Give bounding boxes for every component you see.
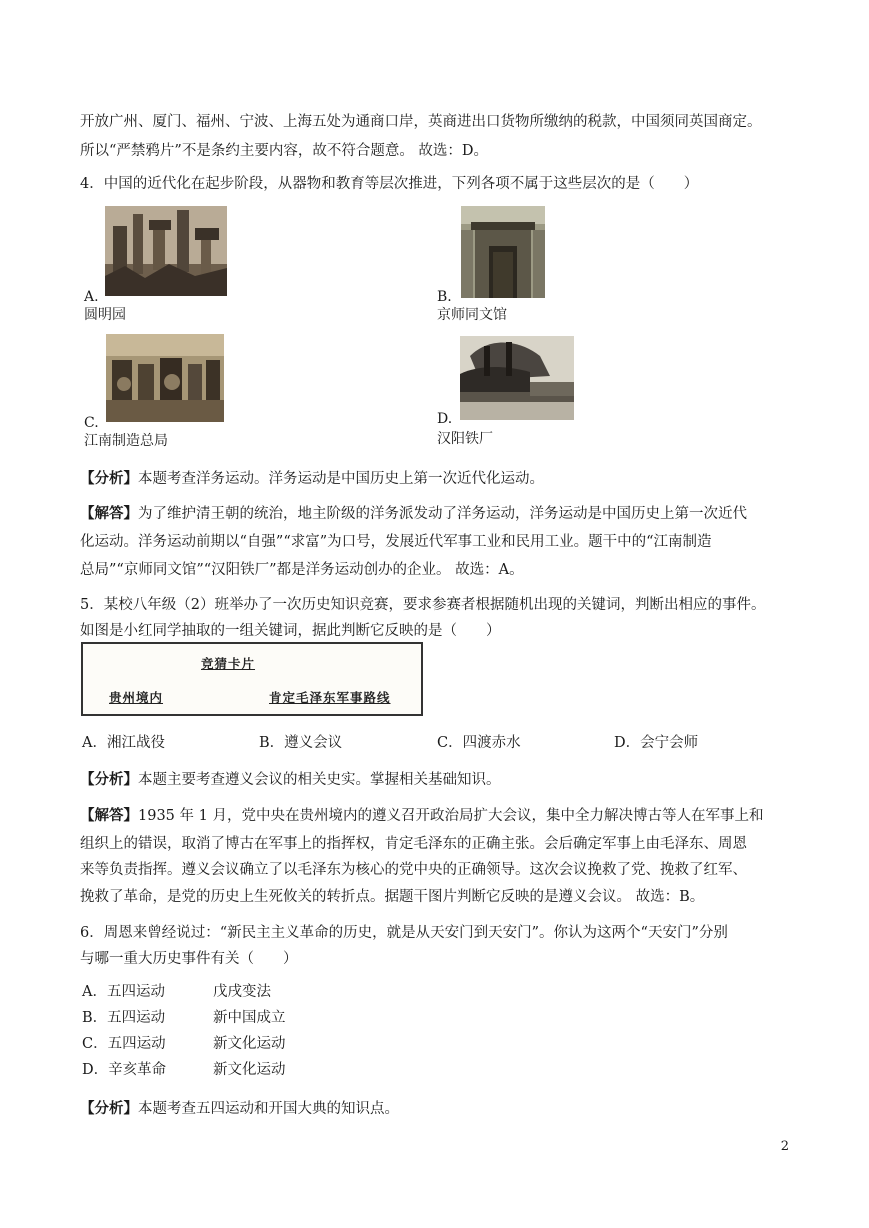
question-4-stem: 4．中国的近代化在起步阶段，从器物和教育等层次推进，下列各项不属于这些层次的是（ ） [80,176,699,192]
tongwenguan-photo [461,206,545,298]
text-line: 与哪一重大历史事件有关（ ） [80,951,298,967]
q6-option-b-event: 新中国成立 [213,1010,286,1026]
question-5-stem: 5．某校八年级（2）班举办了一次历史知识竞赛，要求参赛者根据随机出现的关键词，判断出相应的事件。 [80,597,766,613]
option-a-caption: 圆明园 [84,307,126,323]
q5-answer: 【解答】1935 年 1 月，党中央在贵州境内的遵义召开政治局扩大会议，集中全力解决博古等人在军事上和 [80,807,764,824]
text-line: 所以“严禁鸦片”不是条约主要内容，故不符合题意。 故选：D。 [80,143,489,159]
option-d-caption: 汉阳铁厂 [437,431,493,447]
text-line: 如图是小红同学抽取的一组关键词，据此判断它反映的是（ ） [80,623,501,639]
text-line: 总局”“京师同文馆”“汉阳铁厂”都是洋务运动创办的企业。 故选：A。 [80,562,524,578]
q5-option-b: B．遵义会议 [259,735,343,751]
text-line: 组织上的错误，取消了博古在军事上的指挥权，肯定毛泽东的正确主张。会后确定军事上由毛泽东、周恩 [80,836,747,852]
option-d-letter: D. [437,411,453,427]
q6-option-a-event: 戊戌变法 [213,984,271,1000]
q5-option-d: D．会宁会师 [614,735,699,751]
page-number: 2 [780,1139,789,1154]
q4-analysis: 【分析】本题考查洋务运动。洋务运动是中国历史上第一次近代化运动。 [80,470,544,487]
q6-option-d: D．辛亥革命 [82,1062,167,1078]
q6-option-d-event: 新文化运动 [213,1062,286,1078]
q6-option-c-event: 新文化运动 [213,1036,286,1052]
text-line: 开放广州、厦门、福州、宁波、上海五处为通商口岸，英商进出口货物所缴纳的税款，中国须同英国商定。 [80,114,762,130]
q6-option-a: A．五四运动 [82,984,165,1000]
card-keyword-left: 贵州境内 [109,690,164,705]
q6-option-b: B．五四运动 [82,1010,166,1026]
text-line: 来等负责指挥。遵义会议确立了以毛泽东为核心的党中央的正确领导。这次会议挽救了党、挽救了红军、 [80,862,747,878]
q6-analysis: 【分析】本题考查五四运动和开国大典的知识点。 [80,1100,399,1117]
option-b-caption: 京师同文馆 [437,307,507,323]
card-title: 竞猜卡片 [201,656,256,671]
yuanmingyuan-photo [105,206,227,296]
option-c-letter: C. [84,415,99,431]
option-a-letter: A. [84,289,99,305]
q4-answer: 【解答】为了维护清王朝的统治，地主阶级的洋务派发动了洋务运动，洋务运动是中国历史上第一次近代 [80,505,747,522]
q5-option-a: A．湘江战役 [82,735,165,751]
jiangnan-arsenal-photo [106,334,224,422]
quiz-card [81,642,423,716]
q5-analysis: 【分析】本题主要考查遵义会议的相关史实。掌握相关基础知识。 [80,771,501,788]
q6-option-c: C．五四运动 [82,1036,166,1052]
card-keyword-right: 肯定毛泽东军事路线 [269,690,391,705]
q5-option-c: C．四渡赤水 [437,735,521,751]
hanyang-ironworks-photo [460,336,574,420]
text-line: 挽救了革命，是党的历史上生死攸关的转折点。据题干图片判断它反映的是遵义会议。 故选：B。 [80,889,705,905]
text-line: 化运动。洋务运动前期以“自强”“求富”为口号，发展近代军事工业和民用工业。题干中的“江南制造 [80,534,712,550]
option-c-caption: 江南制造总局 [84,433,168,449]
question-6-stem: 6．周恩来曾经说过：“新民主主义革命的历史，就是从天安门到天安门”。你认为这两个“天安门”分别 [80,925,728,941]
option-b-letter: B. [437,289,452,305]
